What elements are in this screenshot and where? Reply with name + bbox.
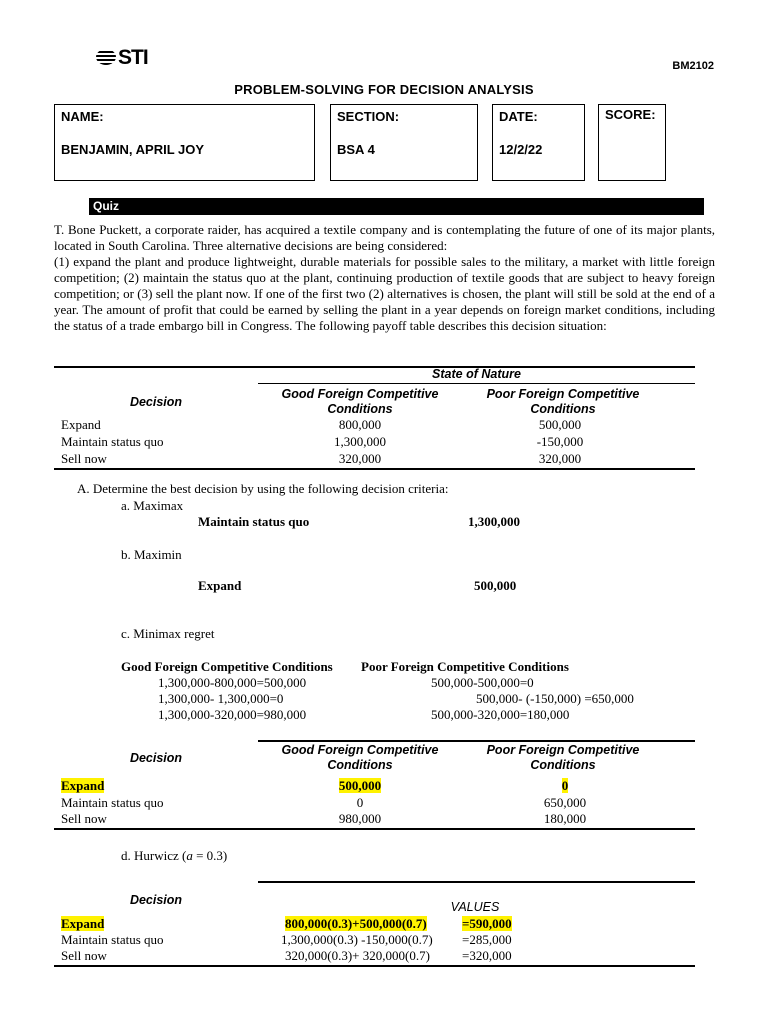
problem-statement	[54, 222, 715, 334]
document-code: BM2102	[672, 60, 714, 72]
name-label: NAME:	[61, 109, 104, 124]
score-box	[598, 104, 666, 181]
regret-good-calc: 1,300,000-320,000=980,000	[158, 707, 307, 722]
regret-cell: 180,000	[543, 811, 587, 826]
payoff-cell: 320,000	[538, 451, 582, 466]
name-box	[54, 104, 315, 181]
regret-poor-calc: 500,000-320,000=180,000	[431, 707, 570, 722]
hurwicz-row-label-highlighted: Expand	[61, 916, 105, 931]
payoff-row-label: Expand	[61, 417, 101, 432]
maximin-answer: Expand	[198, 578, 242, 593]
logo-text: STI	[118, 46, 148, 69]
section-bar: Quiz	[89, 198, 704, 215]
problem-paragraph-2: (1) expand the plant and produce lightweight, durable materials for possible sales to the military, a market with little foreign competition; (2) maintain the status quo at the plant, continuing production of textile goods that are subject to heavy foreign competition; or (3) sell the plant now. If one of the first two (2) alternatives is chosen, the plant will still be sold at the end of a year. The amount of profit that could be earned by selling the plant in a year depends on foreign market conditions, including the status of a trade embargo bill in Congress. The following payoff table describes this decision situation:	[54, 254, 715, 333]
date-value: 12/2/22	[499, 142, 543, 157]
regret-cell: 0	[356, 795, 364, 810]
page-title: PROBLEM-SOLVING FOR DECISION ANALYSIS	[234, 82, 534, 97]
hurwicz-result: =320,000	[462, 948, 512, 963]
regret-decision-header: Decision	[129, 751, 183, 765]
hurwicz-decision-header: Decision	[129, 893, 183, 907]
payoff-cell: 1,300,000	[334, 434, 386, 449]
regret-table-bottom-rule	[54, 828, 695, 830]
hurwicz-calc: 320,000(0.3)+ 320,000(0.7)	[285, 948, 430, 963]
payoff-subheader-rule	[258, 383, 695, 384]
payoff-poor-header: Poor Foreign Competitive Conditions	[486, 387, 640, 416]
maximax-answer: Maintain status quo	[198, 514, 310, 529]
regret-cell: 980,000	[338, 811, 382, 826]
hurwicz-label: d. Hurwicz (a = 0.3)	[121, 848, 228, 863]
part-a-question: A. Determine the best decision by using the following decision criteria:	[77, 481, 449, 496]
hurwicz-calc-highlighted: 800,000(0.3)+500,000(0.7)	[285, 916, 427, 931]
hurwicz-table-top-rule	[258, 881, 695, 883]
regret-row-label-highlighted: Expand	[61, 778, 105, 793]
regret-good-calc: 1,300,000- 1,300,000=0	[158, 691, 284, 706]
logo-globe-icon	[96, 49, 116, 65]
regret-good-calc-header: Good Foreign Competitive Conditions	[121, 659, 333, 674]
regret-cell-highlighted: 500,000	[338, 778, 382, 793]
date-label: DATE:	[499, 109, 538, 124]
regret-cell-highlighted: 0	[561, 778, 569, 793]
date-box	[492, 104, 585, 181]
sti-logo	[96, 46, 148, 70]
state-of-nature-header: State of Nature	[432, 367, 521, 381]
hurwicz-row-label: Sell now	[61, 948, 107, 963]
payoff-cell: -150,000	[536, 434, 584, 449]
payoff-decision-header: Decision	[129, 395, 183, 409]
payoff-cell: 800,000	[338, 417, 382, 432]
payoff-row-label: Sell now	[61, 451, 107, 466]
hurwicz-row-label: Maintain status quo	[61, 932, 164, 947]
payoff-table-bottom-rule	[54, 468, 695, 470]
name-value: BENJAMIN, APRIL JOY	[61, 142, 205, 157]
regret-poor-calc: 500,000- (-150,000) =650,000	[476, 691, 634, 706]
hurwicz-result: =285,000	[462, 932, 512, 947]
maximax-label: a. Maximax	[121, 498, 184, 513]
maximin-value: 500,000	[474, 578, 517, 593]
section-box	[330, 104, 478, 181]
regret-table-top-rule	[258, 740, 695, 742]
regret-row-label: Sell now	[61, 811, 107, 826]
payoff-cell: 500,000	[538, 417, 582, 432]
regret-row-label: Maintain status quo	[61, 795, 164, 810]
regret-poor-calc-header: Poor Foreign Competitive Conditions	[361, 659, 569, 674]
regret-good-header: Good Foreign Competitive Conditions	[281, 743, 439, 772]
regret-poor-calc: 500,000-500,000=0	[431, 675, 534, 690]
alpha-symbol: a	[186, 848, 193, 863]
payoff-good-header: Good Foreign Competitive Conditions	[281, 387, 439, 416]
regret-poor-header: Poor Foreign Competitive Conditions	[486, 743, 640, 772]
minimax-regret-label: c. Minimax regret	[121, 626, 215, 641]
regret-cell: 650,000	[543, 795, 587, 810]
hurwicz-calc: 1,300,000(0.3) -150,000(0.7)	[281, 932, 433, 947]
section-label: SECTION:	[337, 109, 400, 124]
problem-paragraph-1: T. Bone Puckett, a corporate raider, has acquired a textile company and is contemplating the future of one of its major plants, located in South Carolina. Three alternative decisions are being considered:	[54, 222, 715, 253]
payoff-row-label: Maintain status quo	[61, 434, 164, 449]
hurwicz-result-highlighted: =590,000	[462, 916, 512, 931]
payoff-cell: 320,000	[338, 451, 382, 466]
section-value: BSA 4	[337, 142, 375, 157]
values-header: VALUES	[450, 900, 500, 914]
regret-good-calc: 1,300,000-800,000=500,000	[158, 675, 307, 690]
hurwicz-table-bottom-rule	[54, 965, 695, 967]
maximax-value: 1,300,000	[468, 514, 520, 529]
maximin-label: b. Maximin	[121, 547, 182, 562]
score-label: SCORE:	[605, 107, 656, 122]
